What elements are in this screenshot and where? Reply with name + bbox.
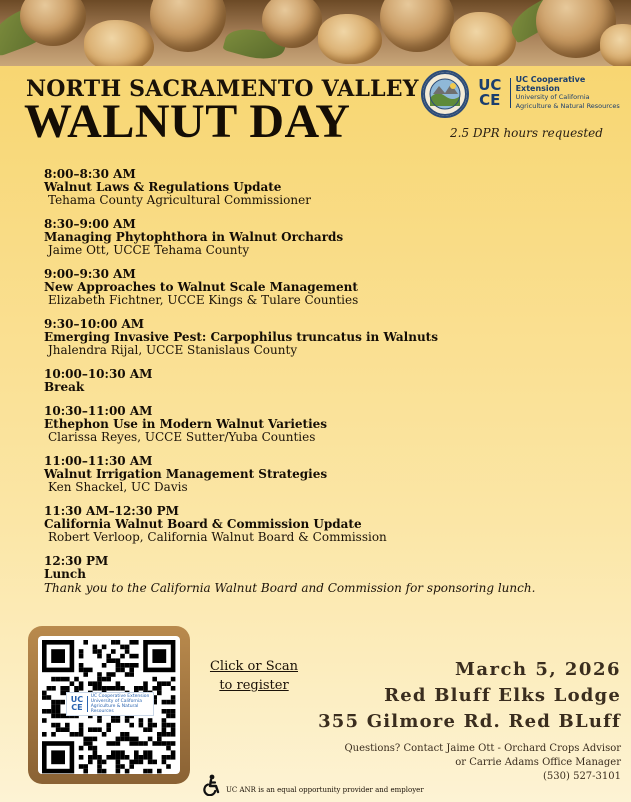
session-topic: Walnut Irrigation Management Strategies	[44, 467, 328, 481]
agenda-item	[44, 318, 604, 357]
session-time: 11:00–11:30 AM	[44, 454, 153, 468]
session-time: 8:00–8:30 AM	[44, 167, 136, 181]
register-link[interactable]	[204, 657, 304, 695]
session-topic: California Walnut Board & Commission Update	[44, 517, 362, 531]
session-topic: Walnut Laws & Regulations Update	[44, 180, 282, 194]
session-topic: Managing Phytophthora in Walnut Orchards	[44, 230, 344, 244]
qr-code[interactable]	[38, 636, 180, 774]
session-topic: New Approaches to Walnut Scale Management	[44, 280, 358, 294]
contact-line-1: Questions? Contact Jaime Ott - Orchard Crops Advisor	[344, 743, 621, 754]
agenda-item	[44, 268, 604, 307]
agenda-item	[44, 555, 604, 595]
agenda-item	[44, 368, 604, 394]
logo-line-1: UC Cooperative Extension	[515, 75, 586, 93]
qr-logo-line-3: Agriculture & Natural Resources	[90, 704, 139, 714]
qr-logo-line-2: University of California	[90, 699, 142, 704]
ucce-mark-top: UC	[478, 76, 502, 94]
qr-logo-text	[91, 694, 153, 714]
agenda-item	[44, 168, 604, 207]
session-topic: Break	[44, 380, 85, 394]
qr-logo-mark	[70, 696, 84, 712]
contact-info	[344, 742, 621, 784]
agenda	[44, 168, 604, 606]
session-time: 8:30–9:00 AM	[44, 217, 136, 231]
dpr-hours-note: 2.5 DPR hours requested	[450, 126, 603, 140]
ucce-logo	[473, 76, 631, 110]
session-time: 9:00–9:30 AM	[44, 267, 136, 281]
walnut-banner-image	[0, 0, 631, 66]
session-time: 9:30–10:00 AM	[44, 317, 145, 331]
lunch-sponsor-note: Thank you to the California Walnut Board and Commission for sponsoring lunch.	[44, 581, 536, 595]
agenda-item	[44, 455, 604, 494]
event-venue: Red Bluff Elks Lodge	[384, 685, 621, 706]
event-details	[318, 657, 621, 734]
agenda-item	[44, 505, 604, 544]
session-time: 12:30 PM	[44, 554, 109, 568]
contact-phone: (530) 527-3101	[543, 771, 621, 782]
session-time: 11:30 AM–12:30 PM	[44, 504, 179, 518]
agenda-item	[44, 218, 604, 257]
accessibility-icon	[200, 774, 222, 796]
session-speaker: Clarissa Reyes, UCCE Sutter/Yuba Counties	[48, 430, 316, 444]
session-speaker: Ken Shackel, UC Davis	[48, 480, 188, 494]
qr-logo-divider	[87, 696, 88, 712]
session-speaker: Robert Verloop, California Walnut Board & Commission	[48, 530, 387, 544]
session-speaker: Jhalendra Rijal, UCCE Stanislaus County	[48, 343, 298, 357]
logo-divider	[510, 78, 511, 108]
register-link-line-1[interactable]: Click or Scan	[209, 659, 299, 674]
session-speaker: Jaime Ott, UCCE Tehama County	[48, 243, 250, 257]
county-seal-icon	[421, 70, 469, 118]
session-speaker: Tehama County Agricultural Commissioner	[48, 193, 311, 207]
ucce-mark	[473, 78, 507, 108]
registration-qr-code[interactable]	[28, 626, 190, 784]
ucce-logo-text	[516, 75, 631, 111]
logo-line-2: University of California	[515, 93, 590, 101]
session-time: 10:30–11:00 AM	[44, 404, 153, 418]
session-time: 10:00–10:30 AM	[44, 367, 153, 381]
qr-center-logo	[66, 692, 154, 716]
qr-logo-mark-bottom: CE	[71, 703, 83, 712]
event-series-title: NORTH SACRAMENTO VALLEY	[26, 76, 419, 102]
qr-logo-line-1: UC Cooperative Extension	[90, 694, 150, 699]
session-topic: Emerging Invasive Pest: Carpophilus truncatus in Walnuts	[44, 330, 438, 344]
eeo-statement: UC ANR is an equal opportunity provider and employer	[226, 786, 424, 794]
event-address: 355 Gilmore Rd. Red BLuff	[318, 711, 621, 732]
session-topic: Ethephon Use in Modern Walnut Varieties	[44, 417, 328, 431]
page-title: WALNUT DAY	[24, 95, 351, 148]
register-link-line-2[interactable]: to register	[219, 678, 289, 693]
agenda-item	[44, 405, 604, 444]
session-topic: Lunch	[44, 567, 86, 581]
contact-line-2: or Carrie Adams Office Manager	[455, 757, 621, 768]
qr-logo-mark-top: UC	[70, 695, 84, 704]
session-speaker: Elizabeth Fichtner, UCCE Kings & Tulare Counties	[48, 293, 359, 307]
event-date: March 5, 2026	[454, 659, 621, 680]
ucce-mark-bottom: CE	[479, 91, 501, 109]
logo-line-3: Agriculture & Natural Resources	[515, 102, 620, 110]
